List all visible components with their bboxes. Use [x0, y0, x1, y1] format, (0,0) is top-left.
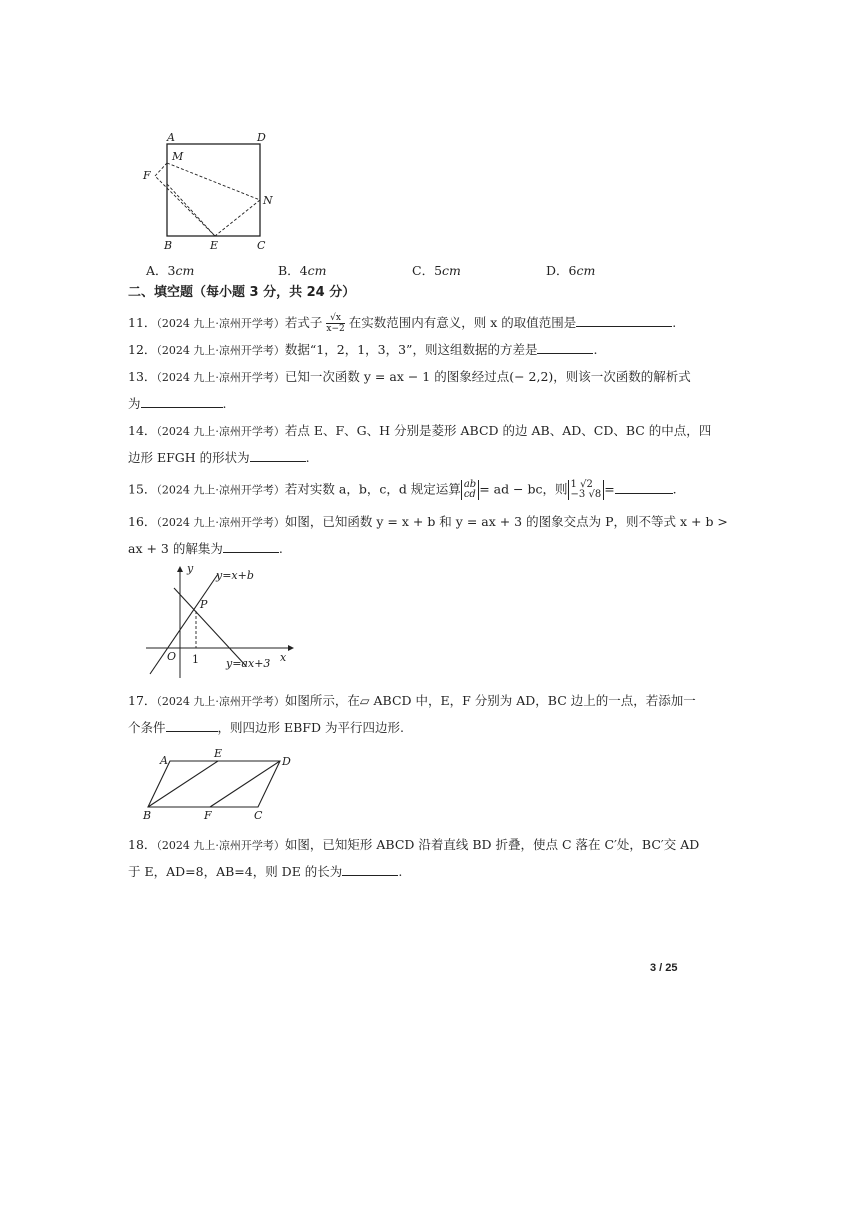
- answer-blank[interactable]: [537, 341, 593, 354]
- question-12: 12．（2024 九上·凉州开学考）数据“1，2，1，3，3”，则这组数据的方差是 .: [128, 342, 598, 357]
- label-p: P: [200, 598, 208, 611]
- question-18-line2: 于 E，AD=8，AB=4，则 DE 的长为 .: [128, 864, 403, 879]
- question-14-line2: 边形 EFGH 的形状为 .: [128, 450, 310, 465]
- question-11: 11．（2024 九上·凉州开学考）若式子 $\frac{√x}{x-2}$ 在实数范围内有意义，则 x 的取值范围是 .: [128, 313, 677, 334]
- answer-blank[interactable]: [166, 719, 218, 732]
- determinant-value: 1 √2 −3 √8: [568, 480, 605, 500]
- label-n: N: [263, 194, 273, 207]
- label-f: F: [143, 169, 151, 182]
- label-e: E: [214, 747, 223, 760]
- label-f: F: [204, 809, 212, 822]
- label-d: D: [257, 131, 266, 144]
- answer-blank[interactable]: [223, 540, 279, 553]
- option-c: C．5cm: [412, 263, 461, 278]
- label-c: C: [254, 809, 263, 822]
- option-a: A．3cm: [146, 263, 195, 278]
- label-o: O: [167, 650, 177, 663]
- option-d: D．6cm: [546, 263, 596, 278]
- parallelogram-figure: [140, 746, 300, 822]
- section-title: 二、填空题（每小题 3 分，共 24 分）: [128, 285, 356, 300]
- answer-blank[interactable]: [615, 481, 673, 494]
- answer-blank[interactable]: [250, 449, 306, 462]
- answer-blank[interactable]: [141, 395, 223, 408]
- label-one: 1: [192, 653, 199, 666]
- label-line2: y=ax+3: [226, 657, 271, 670]
- question-17-line2: 个条件 ，则四边形 EBFD 为平行四边形.: [128, 720, 404, 735]
- label-x: x: [280, 651, 287, 664]
- page-number: 3 / 25: [650, 962, 678, 974]
- label-e: E: [210, 239, 219, 252]
- question-16-line2: ax + 3 的解集为 .: [128, 541, 283, 556]
- label-b: B: [143, 809, 152, 822]
- label-c: C: [257, 239, 266, 252]
- label-m: M: [172, 150, 184, 163]
- question-18: 18．（2024 九上·凉州开学考）如图，已知矩形 ABCD 沿着直线 BD 折叠，使点 C 落在 C′处，BC′交 AD: [128, 837, 700, 852]
- label-a: A: [167, 131, 175, 144]
- question-17: 17．（2024 九上·凉州开学考）如图所示，在▱ ABCD 中，E，F 分别为 AD，BC 边上的一点，若添加一: [128, 693, 696, 708]
- function-graph-figure: [140, 562, 300, 684]
- answer-blank[interactable]: [576, 314, 672, 327]
- label-d: D: [282, 755, 291, 768]
- label-y: y: [187, 562, 194, 575]
- option-b: B．4cm: [278, 263, 327, 278]
- determinant-def: ab cd: [461, 480, 479, 500]
- question-15: 15．（2024 九上·凉州开学考）若对实数 a，b，c，d 规定运算 ab cd = ad − bc，则 1 √2 −3 √8 = .: [128, 479, 677, 500]
- question-16: 16．（2024 九上·凉州开学考）如图，已知函数 y = x + b 和 y = ax + 3 的图象交点为 P，则不等式 x + b >: [128, 514, 728, 529]
- answer-blank[interactable]: [342, 863, 398, 876]
- label-b: B: [164, 239, 173, 252]
- question-14: 14．（2024 九上·凉州开学考）若点 E、F、G、H 分别是菱形 ABCD 的边 AB、AD、CD、BC 的中点，四: [128, 423, 712, 438]
- question-13-line2: 为 .: [128, 396, 227, 411]
- label-a: A: [160, 754, 168, 767]
- square-figure: [140, 128, 280, 252]
- label-line1: y=x+b: [216, 569, 254, 582]
- fraction: $\frac{√x}{x-2}$: [326, 313, 345, 334]
- question-13: 13．（2024 九上·凉州开学考）已知一次函数 y = ax − 1 的图象经过点(− 2,2)，则该一次函数的解析式: [128, 369, 691, 384]
